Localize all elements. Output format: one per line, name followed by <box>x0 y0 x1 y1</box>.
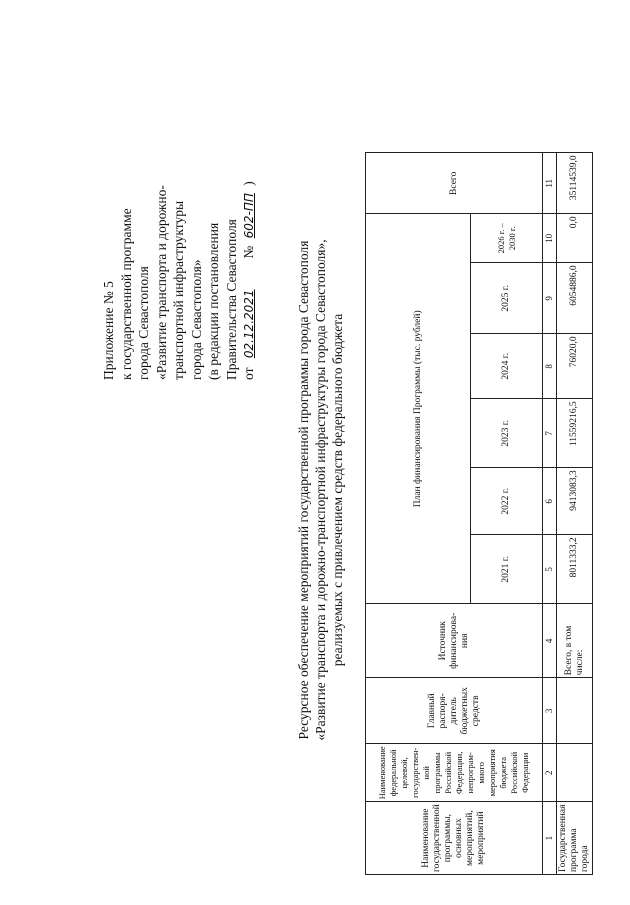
appendix-line: «Развитие транспорта и дорожно- <box>153 185 169 380</box>
column-number: 6 <box>543 468 557 535</box>
title-line: «Развитие транспорта и дорожно-транспортной инфраструктуры города Севастополя», <box>313 239 328 741</box>
column-number: 11 <box>543 153 557 214</box>
column-number: 10 <box>543 214 557 263</box>
header-year: 2025 г. <box>471 263 543 334</box>
row-value-total: 35114539,0 <box>557 153 593 214</box>
appendix-line: города Севастополя» <box>188 259 204 380</box>
header-year: 2024 г. <box>471 334 543 399</box>
header-year: 2023 г. <box>471 399 543 468</box>
appendix-line: транспортной инфраструктуры <box>171 200 186 380</box>
row-funding-source: Всего, в том числе: <box>557 604 593 678</box>
appendix-block <box>100 181 258 380</box>
row-federal-program <box>557 744 593 802</box>
document-title <box>295 235 346 745</box>
row-budget-manager <box>557 678 593 744</box>
row-program-name: Государственная программа города <box>557 802 593 875</box>
appendix-line: Правительства Севастополя <box>223 219 239 380</box>
handwritten-number: 602-ПП <box>242 193 256 239</box>
column-number: 2 <box>543 744 557 802</box>
column-number: 7 <box>543 399 557 468</box>
column-number: 9 <box>543 263 557 334</box>
appendix-line: Приложение № 5 <box>101 281 116 380</box>
header-year: 2021 г. <box>471 535 543 604</box>
row-value-2022: 9413083,3 <box>557 468 593 535</box>
header-year: 2026 г. – 2030 г. <box>471 214 543 263</box>
handwritten-date: 02.12.2021 <box>242 289 256 359</box>
number-prefix: № <box>241 245 256 259</box>
header-budget-manager: Главный распоря-дитель бюджетных средств <box>366 678 543 744</box>
appendix-date-line <box>240 181 258 380</box>
row-value-2024: 76020,0 <box>557 334 593 399</box>
column-number: 5 <box>543 535 557 604</box>
header-federal-program: Наименование федеральной целевой, государствен-ной программы Российской Федерации, непрограм-много мероприятия бюджета Российской Федерации <box>366 744 543 802</box>
financing-table <box>365 152 593 875</box>
row-value-2023: 11559216,5 <box>557 399 593 468</box>
header-financing-plan: План финансирования Программы (тыс. рублей) <box>366 214 471 604</box>
row-value-2025: 6054886,0 <box>557 263 593 334</box>
appendix-line: города Севастополя <box>136 266 151 380</box>
header-program-name: Наименование государственной программы, основных мероприятий, мероприятий <box>366 802 543 875</box>
column-number: 8 <box>543 334 557 399</box>
title-line: реализуемых с привлечением средств федерального бюджета <box>330 313 345 667</box>
column-number: 3 <box>543 678 557 744</box>
row-value-2021: 8011333,2 <box>557 535 593 604</box>
header-year: 2022 г. <box>471 468 543 535</box>
appendix-line: к государственной программе <box>118 208 134 380</box>
table-row <box>557 153 593 875</box>
column-number: 1 <box>543 802 557 875</box>
appendix-line: (в редакции постановления <box>206 222 221 380</box>
number-suffix: ) <box>241 181 256 186</box>
header-row <box>366 153 471 875</box>
header-year-total: Всего <box>366 153 543 214</box>
column-number: 4 <box>543 604 557 678</box>
row-value-2026-2030: 0,0 <box>557 214 593 263</box>
column-number-row <box>543 153 557 875</box>
date-prefix: от <box>241 367 256 380</box>
title-line: Ресурсное обеспечение мероприятий государственной программы города Севастополя <box>296 240 311 740</box>
header-funding-source: Источник финансирова-ния <box>366 604 543 678</box>
